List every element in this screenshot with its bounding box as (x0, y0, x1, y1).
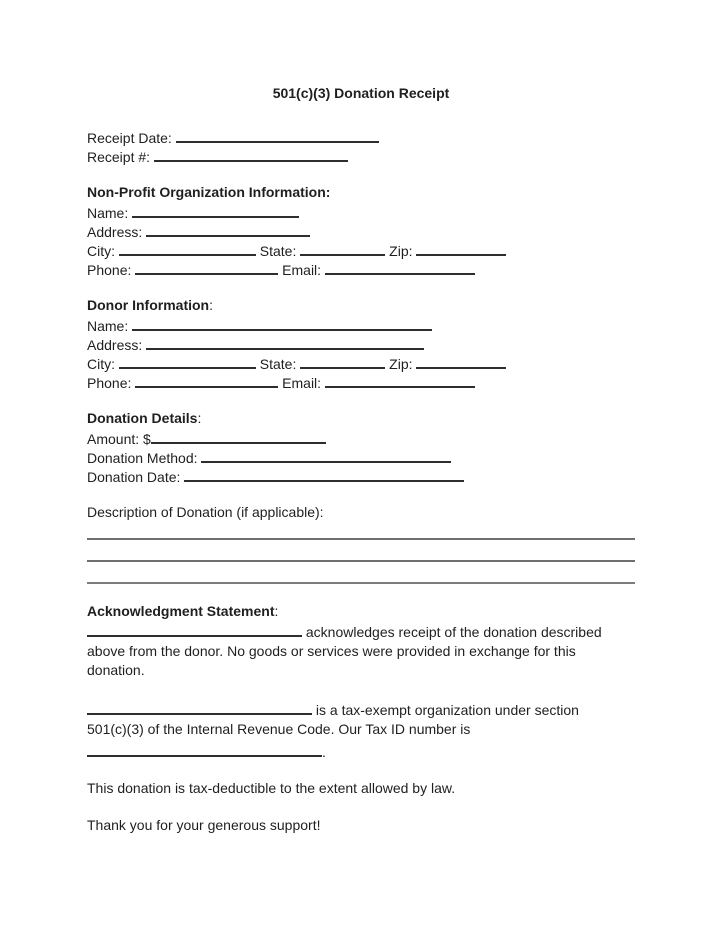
donor-city-state-zip-row (87, 353, 635, 372)
donation-details-heading-colon: : (197, 410, 202, 426)
tax-exempt-text-line: 501(c)(3) of the Internal Revenue Code. Our Tax ID number is (87, 721, 471, 737)
donor-city-blank[interactable] (119, 353, 256, 369)
org-city-state-zip-row (87, 240, 635, 259)
donation-amount-label: Amount: $ (87, 431, 151, 447)
acknowledgment-section (87, 602, 635, 762)
org-state-label: State: (259, 243, 297, 259)
donor-info-section (87, 296, 635, 391)
donation-date-row (87, 466, 635, 485)
org-email-blank[interactable] (325, 259, 475, 275)
org-info-section (87, 183, 635, 278)
donation-date-label: Donation Date: (87, 469, 181, 485)
org-phone-blank[interactable] (135, 259, 278, 275)
org-state-blank[interactable] (300, 240, 385, 256)
receipt-meta-section (87, 127, 635, 165)
tax-exempt-text-line: is a tax-exempt organization under section (315, 702, 579, 718)
receipt-number-row (87, 146, 635, 165)
donor-phone-label: Phone: (87, 375, 132, 391)
org-zip-label: Zip: (389, 243, 413, 259)
donation-amount-blank[interactable] (151, 428, 326, 444)
donation-details-heading (87, 409, 635, 428)
acknowledgment-text-line: acknowledges receipt of the donation described (305, 624, 602, 640)
org-city-label: City: (87, 243, 115, 259)
donor-phone-blank[interactable] (135, 372, 278, 388)
description-label: Description of Donation (if applicable): (87, 504, 324, 520)
tax-exempt-org-name-blank[interactable] (87, 699, 312, 715)
tax-exempt-paragraph (87, 699, 635, 739)
donation-amount-row (87, 428, 635, 447)
org-info-heading-text: Non-Profit Organization Information: (87, 184, 331, 200)
org-name-row (87, 202, 635, 221)
donor-state-label: State: (259, 356, 297, 372)
donor-zip-label: Zip: (389, 356, 413, 372)
tax-id-period: . (322, 744, 326, 760)
donor-info-heading-text: Donor Information (87, 297, 210, 313)
org-phone-email-row (87, 259, 635, 278)
donation-method-blank[interactable] (201, 447, 451, 463)
donor-address-row (87, 334, 635, 353)
acknowledgment-org-name-blank[interactable] (87, 621, 302, 637)
receipt-number-label: Receipt #: (87, 149, 151, 165)
tax-id-blank[interactable] (87, 741, 322, 757)
receipt-date-blank[interactable] (176, 127, 379, 143)
donor-name-blank[interactable] (132, 315, 432, 331)
receipt-number-blank[interactable] (154, 146, 348, 162)
donation-date-blank[interactable] (184, 466, 464, 482)
acknowledgment-heading-colon: : (274, 603, 279, 619)
donor-state-blank[interactable] (300, 353, 385, 369)
donor-info-heading (87, 296, 635, 315)
form-title: 501(c)(3) Donation Receipt (272, 85, 450, 101)
tax-id-row (87, 741, 635, 762)
receipt-date-label: Receipt Date: (87, 130, 172, 146)
org-name-label: Name: (87, 205, 129, 221)
donor-name-label: Name: (87, 318, 129, 334)
description-section (87, 503, 635, 584)
donor-info-heading-colon: : (209, 297, 213, 313)
donor-email-label: Email: (282, 375, 322, 391)
acknowledgment-heading (87, 602, 635, 621)
donation-details-heading-text: Donation Details (87, 410, 198, 426)
acknowledgment-heading-text: Acknowledgment Statement (87, 603, 275, 619)
receipt-date-row (87, 127, 635, 146)
donor-city-label: City: (87, 356, 115, 372)
description-writing-area (87, 522, 635, 584)
description-writing-line[interactable] (87, 562, 635, 584)
description-writing-line[interactable] (87, 540, 635, 562)
org-address-blank[interactable] (146, 221, 310, 237)
org-zip-blank[interactable] (416, 240, 506, 256)
org-phone-label: Phone: (87, 262, 132, 278)
description-label-row (87, 503, 635, 522)
donation-details-section (87, 409, 635, 485)
acknowledgment-text-line: donation. (87, 662, 145, 678)
donor-address-blank[interactable] (146, 334, 424, 350)
org-email-label: Email: (282, 262, 322, 278)
acknowledgment-text-line: above from the donor. No goods or services were provided in exchange for this (87, 643, 576, 659)
donor-name-row (87, 315, 635, 334)
tax-deductible-note: This donation is tax-deductible to the extent allowed by law. (87, 780, 456, 796)
acknowledgment-paragraph (87, 621, 635, 680)
donor-address-label: Address: (87, 337, 143, 353)
donor-email-blank[interactable] (325, 372, 475, 388)
donation-method-label: Donation Method: (87, 450, 198, 466)
org-address-label: Address: (87, 224, 143, 240)
org-city-blank[interactable] (119, 240, 256, 256)
org-name-blank[interactable] (132, 202, 299, 218)
donor-zip-blank[interactable] (416, 353, 506, 369)
thank-you-note: Thank you for your generous support! (87, 817, 321, 833)
org-address-row (87, 221, 635, 240)
description-writing-line[interactable] (87, 522, 635, 540)
donation-method-row (87, 447, 635, 466)
donor-phone-email-row (87, 372, 635, 391)
org-info-heading (87, 183, 635, 202)
